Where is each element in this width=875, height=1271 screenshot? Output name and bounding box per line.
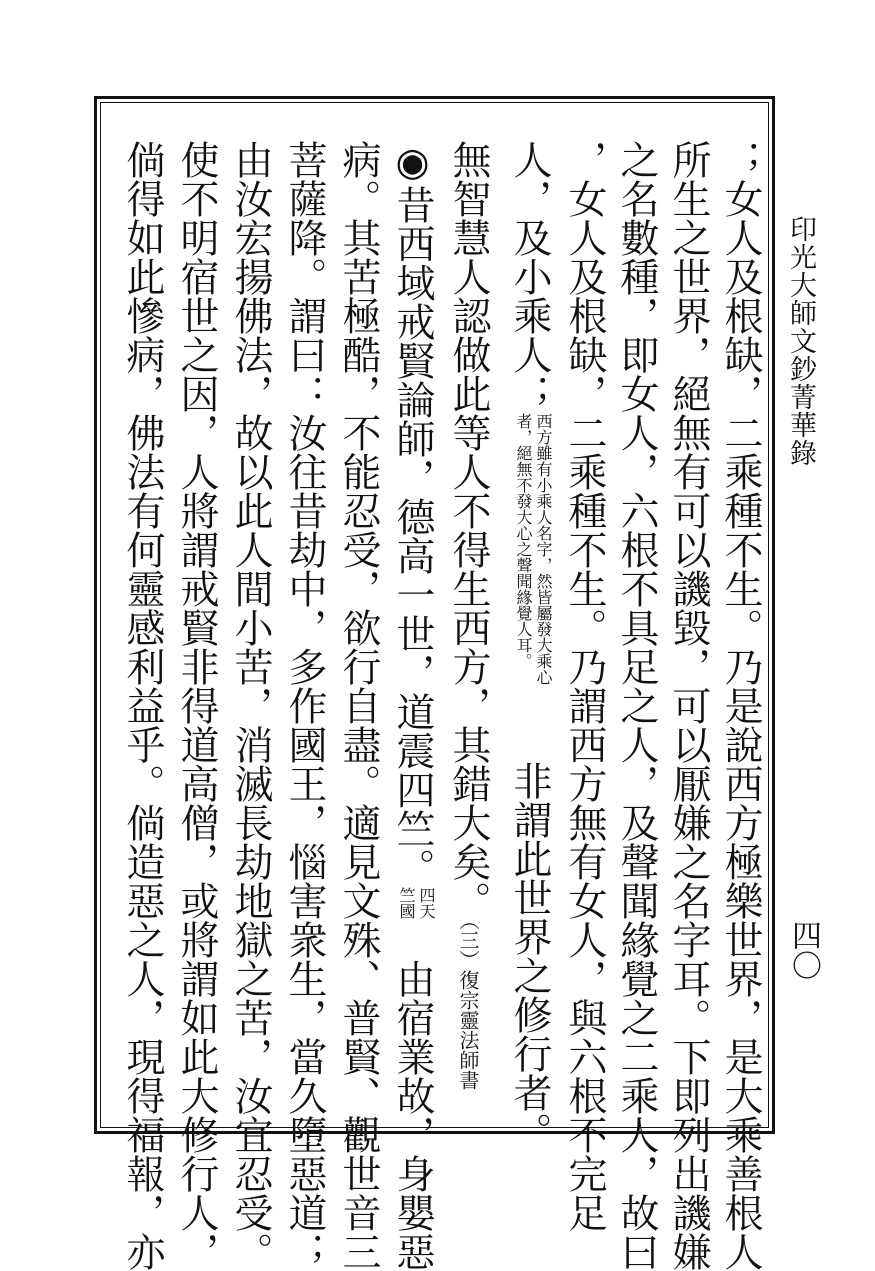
page-number: 四〇 bbox=[786, 920, 821, 980]
text-column-9: 菩薩降。謂曰：汝往昔劫中，多作國王，惱害衆生，當久墮惡道； bbox=[282, 140, 327, 1271]
letter-heading: （三）復宗靈法師書 bbox=[456, 920, 480, 1090]
text-column-8: 病。其苦極酷，不能忍受，欲行自盡。適見文殊、普賢、觀世音三 bbox=[336, 140, 381, 1271]
text-column-6 bbox=[444, 140, 492, 1115]
column-7-main: ◉昔西域戒賢論師，德高一世，道震四竺。 bbox=[390, 140, 435, 887]
text-column-5 bbox=[505, 140, 553, 1151]
text-column-11: 使不明宿世之因，人將謂戒賢非得道高僧，或將謂如此大修行人， bbox=[174, 140, 219, 1271]
note-line-2: 者，絕無不發大心之聲聞緣覺人耳。 bbox=[514, 413, 533, 669]
text-column-3: 之名數種，即女人，六根不具足之人，及聲聞緣覺之二乘人，故曰 bbox=[614, 140, 659, 1271]
column-5-tail: 非謂此世界之修行者。 bbox=[507, 761, 552, 1151]
place-note-line-2: 竺國 bbox=[397, 887, 416, 919]
note-line-1: 西方雖有小乘人名字，然皆屬發大乘心 bbox=[534, 413, 553, 685]
text-column-4: ，女人及根缺，二乘種不生。乃謂西方無有女人，與六根不完足 bbox=[562, 140, 607, 1232]
text-column-2: 所生之世界，絕無有可以譏毀，可以厭嫌之名字耳。下即列出譏嫌 bbox=[666, 140, 711, 1271]
column-5-main: 人，及小乘人； bbox=[507, 140, 552, 413]
interlinear-note bbox=[513, 413, 553, 713]
text-column-7 bbox=[388, 140, 436, 1271]
text-column-10: 由汝宏揚佛法，故以此人間小苦，消滅長劫地獄之苦，汝宜忍受。 bbox=[228, 140, 273, 1271]
place-note-line-1: 四天 bbox=[417, 887, 436, 919]
column-7-tail: 由宿業故，身嬰惡 bbox=[390, 959, 435, 1271]
place-note bbox=[396, 887, 436, 945]
column-6-main: 無智慧人認做此等人不得生西方，其錯大矣。 bbox=[446, 140, 491, 920]
text-column-12: 倘得如此慘病，佛法有何靈感利益乎。倘造惡之人，現得福報，亦 bbox=[120, 140, 165, 1271]
text-column-1: ；女人及根缺，二乘種不生。乃是說西方極樂世界，是大乘善根人 bbox=[718, 140, 763, 1271]
book-title: 印光大師文鈔菁華錄 bbox=[785, 215, 816, 467]
